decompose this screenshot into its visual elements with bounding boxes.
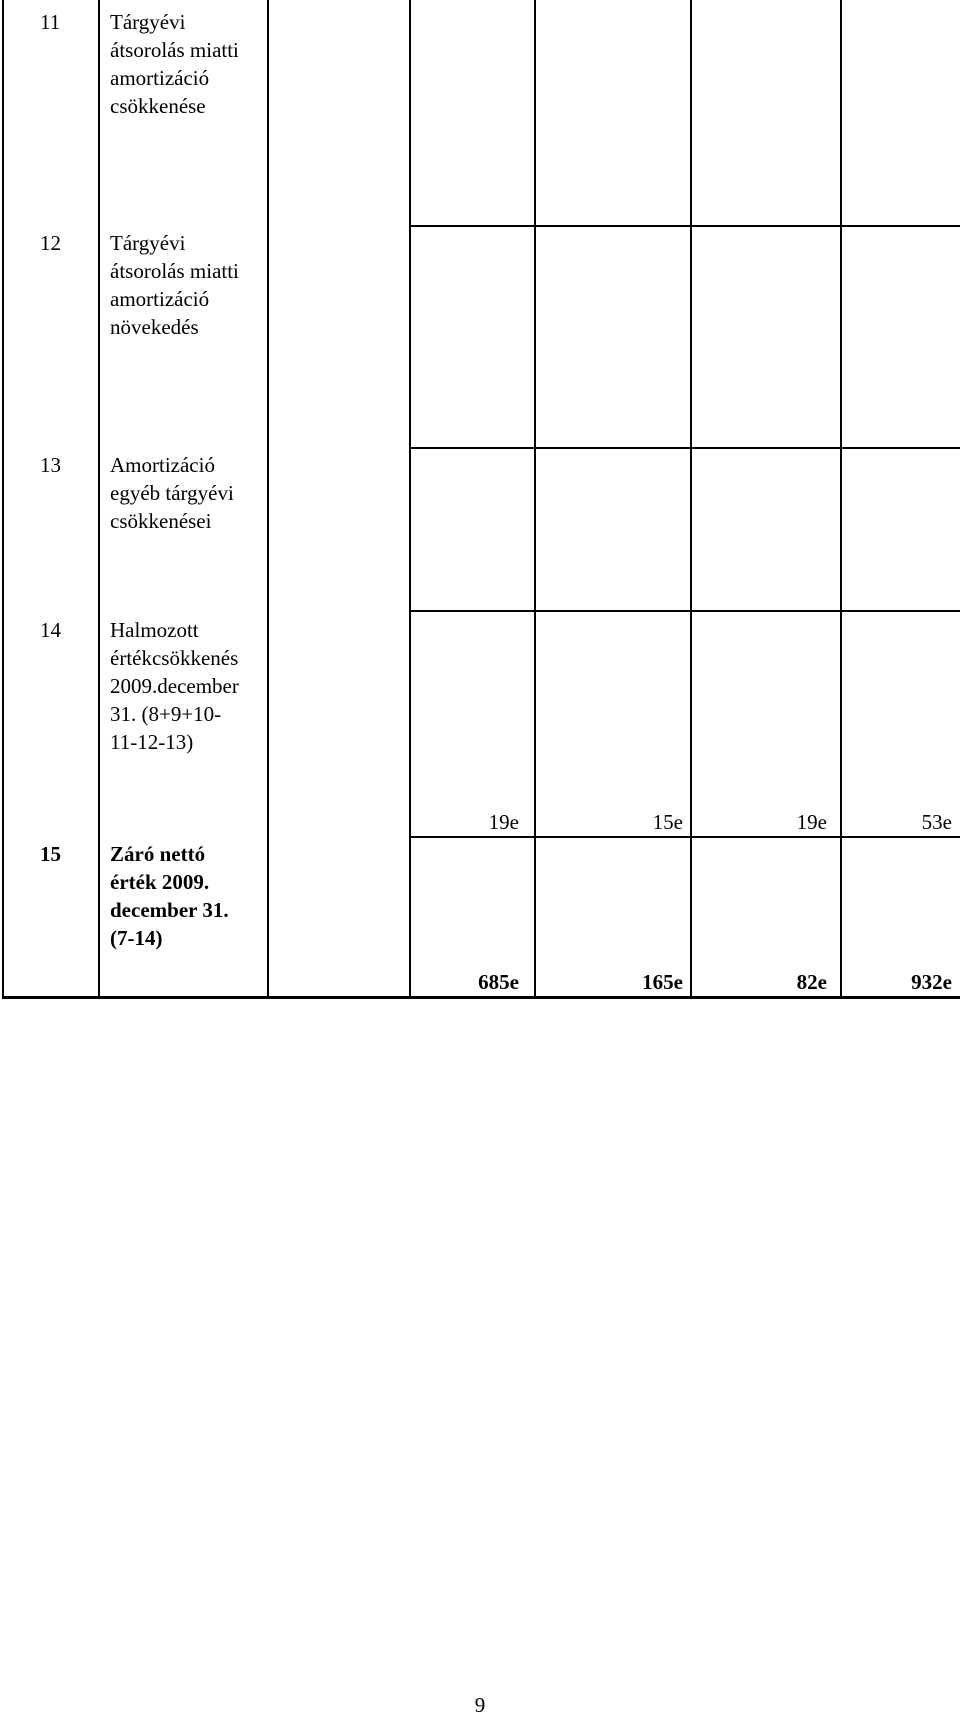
row-separator bbox=[409, 836, 960, 838]
row-separator bbox=[409, 610, 960, 612]
table-cell-value: 19e bbox=[796, 810, 827, 834]
table-cell-value: 165e bbox=[642, 970, 683, 994]
row-separator bbox=[409, 447, 960, 449]
table-border-bottom bbox=[2, 996, 960, 999]
table-cell-value: 15e bbox=[652, 810, 683, 834]
table-cell-value: 932e bbox=[911, 970, 952, 994]
column-divider bbox=[409, 0, 411, 999]
row-number: 13 bbox=[40, 453, 61, 477]
table-cell-value: 82e bbox=[796, 970, 827, 994]
row-number: 15 bbox=[40, 842, 61, 866]
row-label: Tárgyévi átsorolás miatti amortizáció növekedés bbox=[110, 231, 239, 339]
row-number: 11 bbox=[40, 10, 61, 34]
table-cell-value: 53e bbox=[921, 810, 952, 834]
page-number: 9 bbox=[474, 1693, 486, 1717]
row-label: Amortizáció egyéb tárgyévi csökkenései bbox=[110, 453, 234, 533]
row-number: 14 bbox=[40, 618, 61, 642]
row-separator bbox=[409, 225, 960, 227]
row-label: Halmozott értékcsökkenés 2009.december 31. (8+9+10- 11-12-13) bbox=[110, 618, 239, 754]
column-divider bbox=[690, 0, 692, 999]
column-divider bbox=[534, 0, 536, 999]
row-number: 12 bbox=[40, 231, 61, 255]
column-divider bbox=[840, 0, 842, 999]
table-border-left bbox=[2, 0, 4, 999]
column-divider bbox=[98, 0, 100, 999]
table-cell-value: 19e bbox=[488, 810, 519, 834]
row-label: Tárgyévi átsorolás miatti amortizáció csökkenése bbox=[110, 10, 239, 118]
table-cell-value: 685e bbox=[478, 970, 519, 994]
row-label: Záró nettó érték 2009. december 31. (7-14) bbox=[110, 842, 229, 950]
column-divider bbox=[267, 0, 269, 999]
